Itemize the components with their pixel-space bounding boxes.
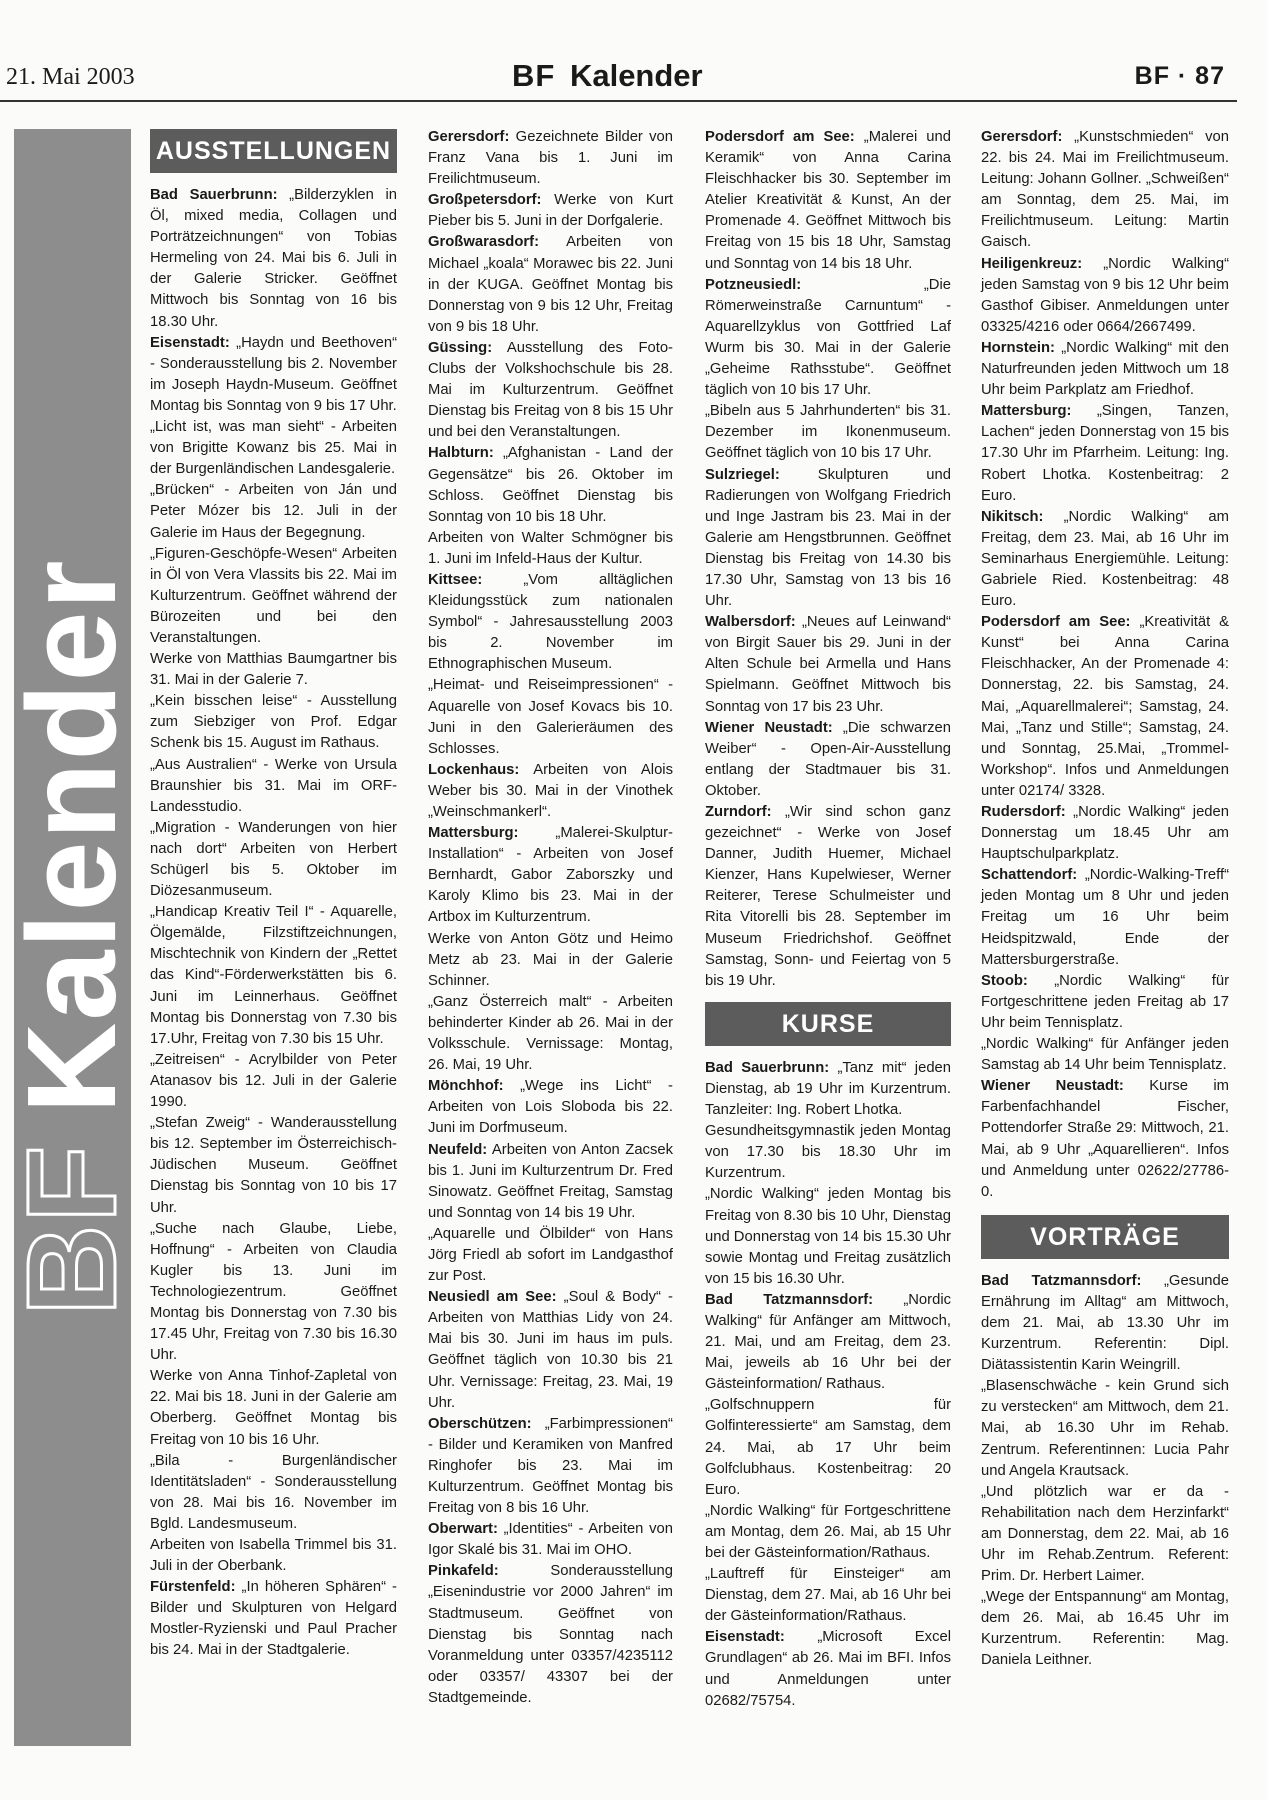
entry-text: „Heimat- und Reiseimpressionen“ - Aquarelle von Josef Kovacs bis 10. Juni in den Galerieräumen des Schlosses. (428, 677, 673, 757)
calendar-entry (981, 802, 1229, 865)
entry-text: „Wir sind schon ganz gezeichnet“ - Werke von Josef Danner, Judith Huemer, Michael Kienzer, Hans Kupelwieser, Werner Reiterer, Terese Schulmeister und Rita Vitorelli bis 28. September im Museum Friedrichshof. Geöffnet Samstag, Sonn- und Feiertag von 5 bis 19 Uhr. (705, 804, 951, 989)
section-heading-ausstellungen: AUSSTELLUNGEN (150, 129, 397, 173)
column-1 (150, 127, 397, 1662)
entry-place: Podersdorf am See: (981, 614, 1131, 631)
entry-place: Schattendorf: (981, 867, 1078, 884)
entry-text: „Wege der Entspannung“ am Montag, dem 26. Mai, ab 16.45 Uhr im Kurzentrum. Referentin: Mag. Daniela Leithner. (981, 1589, 1229, 1669)
entry-place: Sulzriegel: (705, 466, 780, 483)
column-3 (705, 127, 951, 1712)
calendar-entry (705, 1184, 951, 1289)
calendar-entry (981, 1482, 1229, 1587)
section-heading-vortraege: VORTRÄGE (981, 1215, 1229, 1259)
entry-text: Werke von Anna Tinhof-Zapletal von 22. Mai bis 18. Juni in der Galerie am Oberberg. Geöffnet Montag bis Freitag von 10 bis 16 Uhr. (150, 1368, 397, 1448)
entry-text: „Nordic Walking“ am Freitag, dem 23. Mai, ab 16 Uhr im Seminarhaus Energiemühle. Leitung: Gabriele Ried. Kostenbeitrag: 48 Euro. (981, 508, 1229, 610)
entry-text: „Die schwarzen Weiber“ - Open-Air-Ausstellung entlang der Stadtmauer bis 31. Oktober. (705, 719, 951, 799)
calendar-entry (981, 401, 1229, 506)
calendar-entry (150, 417, 397, 480)
entry-text: Arbeiten von Michael „koala“ Morawec bis 22. Juni in der KUGA. Geöffnet Montag bis Donnerstag von 9 bis 12 Uhr, Freitag von 9 bis 18 Uhr. (428, 234, 673, 335)
calendar-entry (428, 1076, 673, 1139)
entry-place: Oberschützen: (428, 1415, 532, 1432)
entry-text: „Singen, Tanzen, Lachen“ jeden Donnerstag von 15 bis 17.30 Uhr im Pfarrheim. Leitung: Ing. Robert Lhotka. Kostenbeitrag: 2 Euro. (981, 403, 1229, 504)
entry-text: „Nordic Walking“ für Anfänger jeden Samstag ab 14 Uhr beim Tennisplatz. (981, 1036, 1229, 1074)
page-title (512, 58, 703, 94)
entry-text: „Soul & Body“ - Arbeiten von Matthias Lidy von 24. Mai bis 30. Juni im haus im puls. Geöffnet täglich von 10.30 bis 21 Uhr. Vernissage: Freitag, 23. Mai, 19 Uhr. (428, 1289, 673, 1411)
entry-text: Arbeiten von Alois Weber bis 30. Mai in der Vinothek „Weinschmankerl“. (428, 761, 673, 820)
entry-text: „Brücken“ - Arbeiten von Ján und Peter Mózer bis 12. Juli in der Galerie im Haus der Begegnung. (150, 482, 397, 541)
calendar-entry (428, 1519, 673, 1561)
entry-text: „Kreativität & Kunst“ bei Anna Carina Fleischhacker, An der Promenade 4: Donnerstag, 22. bis Samstag, 24. Mai, „Aquarellmalerei“; Samstag, 24. Mai, „Tanz und Stille“; Samstag, 24. und Sonntag, 25.Mai, „Trommel-Workshop“. Infos und Anmeldungen unter 02174/ 3328. (981, 614, 1230, 799)
entry-text: „Nordic Walking“ mit den Naturfreunden jeden Mittwoch um 18 Uhr beim Parkplatz am Friedhof. (981, 339, 1229, 399)
entry-text: „In höheren Sphären“ - Bilder und Skulpturen von Helgard Mostler-Ryzienski und Paul Pracher bis 24. Mai in der Stadtgalerie. (150, 1579, 397, 1659)
entry-place: Mattersburg: (981, 403, 1072, 420)
entry-text: Werke von Kurt Pieber bis 5. Juni in der Dorfgalerie. (428, 192, 673, 230)
calendar-entry (428, 528, 673, 570)
calendar-entry (150, 755, 397, 818)
entry-text: „Malerei und Keramik“ von Anna Carina Fleischhacker bis 30. September im Atelier Kreativität & Kunst, An der Promenade 4. Geöffnet Mittwoch bis Freitag von 15 bis 18 Uhr, Samstag und Sonntag von 14 bis 18 Uhr. (705, 129, 951, 272)
entry-place: Wiener Neustadt: (705, 719, 833, 736)
entry-text: „Nordic Walking“ jeden Montag bis Freitag von 8.30 bis 10 Uhr, Dienstag und Donnerstag von 14 bis 15.30 Uhr sowie Montag und Freitag zusätzlich von 15 bis 16.30 Uhr. (705, 1186, 951, 1287)
calendar-entry (981, 127, 1229, 254)
entry-place: Nikitsch: (981, 508, 1044, 525)
entry-text: „Bila - Burgenländischer Identitätsladen“ - Sonderausstellung von 28. Mai bis 16. November im Bgld. Landesmuseum. (150, 1452, 397, 1532)
calendar-entry (981, 1076, 1229, 1203)
entry-place: Bad Sauerbrunn: (705, 1059, 830, 1076)
entry-text: Gesundheitsgymnastik jeden Montag von 17.30 bis 18.30 Uhr im Kurzentrum. (705, 1123, 951, 1182)
calendar-entry (428, 823, 673, 928)
calendar-entry (705, 1058, 951, 1121)
calendar-entry (150, 649, 397, 691)
calendar-entry (705, 401, 951, 464)
entry-text: Skulpturen und Radierungen von Wolfgang Friedrich und Inge Jastram bis 23. Mai in der Galerie am Hengstbrunnen. Geöffnet Dienstag bis Freitag von 14.30 bis 17.30 Uhr, Samstag von 13 bis 16 Uhr. (705, 466, 951, 610)
entry-text: „Zeitreisen“ - Acrylbilder von Peter Atanasov bis 12. Juli in der Galerie 1990. (150, 1051, 397, 1111)
entry-place: Stoob: (981, 972, 1028, 989)
entry-place: Zurndorf: (705, 804, 772, 820)
calendar-entry (428, 1140, 673, 1224)
entry-text: „Nordic Walking“ für Fortgeschrittene jeden Freitag ab 17 Uhr beim Tennisplatz. (981, 972, 1229, 1031)
entry-text: „Blasenschwäche - kein Grund sich zu verstecken“ am Mittwoch, dem 21. Mai, ab 16.30 Uhr im Rehab. Zentrum. Referentinnen: Lucia Pahr und Angela Krautsack. (981, 1378, 1229, 1479)
calendar-entry (150, 691, 397, 754)
entry-place: Podersdorf am See: (705, 129, 855, 145)
calendar-entry (705, 1395, 951, 1500)
entry-text: „Stefan Zweig“ - Wanderausstellung bis 12. September im Österreichisch-Jüdischen Museum. Geöffnet Dienstag bis Sonntag von 10 bis 17 Uhr. (150, 1115, 397, 1216)
entry-place: Güssing: (428, 339, 493, 356)
entry-place: Neufeld: (428, 1141, 488, 1158)
entry-text: Werke von Matthias Baumgartner bis 31. Mai in der Galerie 7. (150, 651, 397, 689)
entries-list (981, 1271, 1229, 1672)
calendar-entry (428, 232, 673, 337)
entry-text: „Afghanistan - Land der Gegensätze“ bis 26. Oktober im Schloss. Geöffnet Dienstag bis Sonntag von 10 bis 18 Uhr. (428, 445, 673, 525)
entry-text: „Farbimpressionen“ - Bilder und Keramiken von Manfred Ringhofer bis 23. Mai im Kulturzentrum. Geöffnet Montag bis Freitag von 8 bis 16 Uhr. (428, 1415, 673, 1517)
entry-place: Mattersburg: (428, 825, 519, 842)
calendar-entry (981, 1587, 1229, 1671)
page-title-text: Kalender (569, 58, 703, 93)
entry-place: Hornstein: (981, 339, 1055, 356)
calendar-entry (428, 929, 673, 992)
calendar-entry (428, 190, 673, 232)
entry-text: Gezeichnete Bilder von Franz Vana bis 1. Juni im Freilichtmuseum. (428, 129, 673, 188)
entries-list (705, 127, 951, 992)
calendar-entry (150, 1535, 397, 1577)
entry-text: „Neues auf Leinwand“ von Birgit Sauer bis 29. Juni in der Alten Schule bei Armella und Hans Spielmann. Geöffnet Mittwoch bis Sonntag von 17 bis 23 Uhr. (705, 614, 951, 715)
calendar-entry (428, 443, 673, 527)
calendar-entry (981, 254, 1229, 338)
calendar-entry (428, 338, 673, 443)
calendar-entry (150, 1219, 397, 1367)
entry-text: „Malerei-Skulptur-Installation“ - Arbeiten von Josef Bernhardt, Gabor Zaborszky und Karoly Klimo bis 23. Mai in der Artbox im Kulturzentrum. (428, 825, 673, 926)
calendar-entry (981, 971, 1229, 1034)
calendar-entry (428, 1287, 673, 1414)
entry-text: Kurse im Farbenfachhandel Fischer, Pottendorfer Straße 29: Mittwoch, 21. Mai, ab 9 Uhr „Aquarellieren“. Infos und Anmeldung unter 02622/27786-0. (981, 1078, 1229, 1200)
entry-text: „Figuren-Geschöpfe-Wesen“ Arbeiten in Öl von Vera Vlassits bis 22. Mai im Kulturzentrum. Geöffnet während der Bürozeiten und bei den Veranstaltungen. (150, 545, 397, 646)
entry-text: „Nordic Walking“ jeden Samstag von 9 bis 12 Uhr beim Gasthof Gibiser. Anmeldungen unter 03325/4216 oder 0664/2667499. (981, 255, 1229, 335)
entry-text: „Nordic Walking“ für Anfänger am Mittwoch, 21. Mai, und am Freitag, dem 23. Mai, jeweils ab 16 Uhr bei der Gästeinformation/ Rathaus. (705, 1291, 951, 1393)
entries-list (150, 185, 397, 1662)
entry-text: Sonderausstellung „Eisenindustrie vor 2000 Jahren“ im Stadtmuseum. Geöffnet von Dienstag bis Sonntag nach Voranmeldung unter 03357/4235112 oder 03357/ 43307 bei der Stadtgemeinde. (428, 1563, 673, 1706)
entry-text: „Microsoft Excel Grundlagen“ ab 26. Mai im BFI. Infos und Anmeldungen unter 02682/75754. (705, 1629, 951, 1709)
calendar-entry (705, 612, 951, 717)
calendar-entry (150, 333, 397, 417)
vertical-banner (1, 129, 142, 1746)
entry-text: „Golfschnuppern für Golfinteressierte“ am Samstag, dem 24. Mai, ab 17 Uhr beim Golfclubhaus. Kostenbeitrag: 20 Euro. (705, 1397, 951, 1498)
entry-text: „Suche nach Glaube, Liebe, Hoffnung“ - Arbeiten von Claudia Kugler bis 13. Juni im Technologiezentrum. Geöffnet Montag bis Donnerstag von 7.30 bis 17.45 Uhr, Freitag von 7.30 bis 16.30 Uhr. (150, 1220, 397, 1364)
entry-text: „Und plötzlich war er da - Rehabilitation nach dem Herzinfarkt“ am Donnerstag, dem 22. Mai, ab 16 Uhr im Rehab.Zentrum. Referent: Prim. Dr. Herbert Laimer. (981, 1483, 1229, 1585)
calendar-entry (705, 127, 951, 275)
section-heading-kurse: KURSE (705, 1002, 951, 1046)
column-2 (428, 127, 673, 1709)
calendar-entry (981, 1034, 1229, 1076)
calendar-entry (981, 507, 1229, 612)
entry-text: „Aus Australien“ - Werke von Ursula Braunshier bis 31. Mai im ORF-Landesstudio. (150, 756, 397, 815)
calendar-entry (150, 902, 397, 1050)
page-number: BF · 87 (1134, 62, 1225, 90)
entry-place: Walbersdorf: (705, 614, 796, 631)
entry-text: „Handicap Kreativ Teil I“ - Aquarelle, Ölgemälde, Filzstiftzeichnungen, Mischtechnik von Kindern der „Rettet das Kind“-Förderwerkstätten bis 6. Juni im Leinnerhaus. Geöffnet Montag bis Donnerstag von 7.30 bis 17.Uhr, Freitag von 7.30 bis 15 Uhr. (150, 904, 397, 1047)
entry-place: Kittsee: (428, 571, 483, 588)
calendar-entry (705, 1290, 951, 1395)
entries-list (428, 127, 673, 1709)
calendar-entry (150, 480, 397, 543)
entry-text: „Kein bisschen leise“ - Ausstellung zum Siebziger von Prof. Edgar Schenk bis 15. August im Rathaus. (150, 693, 397, 752)
calendar-entry (428, 760, 673, 823)
calendar-entry (150, 185, 397, 333)
entry-text: „Haydn und Beethoven“ - Sonderausstellung bis 2. November im Joseph Haydn-Museum. Geöffnet Montag bis Sonntag von 9 bis 17 Uhr. (150, 334, 397, 414)
entry-place: Bad Tatzmannsdorf: (705, 1291, 874, 1308)
calendar-entry (150, 1577, 397, 1661)
entry-text: „Gesunde Ernährung im Alltag“ am Mittwoch, dem 21. Mai, ab 13.30 Uhr im Kurzentrum. Referentin: Dipl. Diätassistentin Karin Weingrill. (981, 1272, 1229, 1374)
entry-place: Bad Sauerbrunn: (150, 187, 278, 203)
calendar-entry (428, 675, 673, 759)
entry-text: „Tanz mit“ jeden Dienstag, ab 19 Uhr im Kurzentrum. Tanzleiter: Ing. Robert Lhotka. (705, 1059, 952, 1119)
entry-text: Arbeiten von Anton Zacsek bis 1. Juni im Kulturzentrum Dr. Fred Sinowatz. Geöffnet Freitag, Samstag und Sonntag von 14 bis 19 Uhr. (428, 1141, 673, 1221)
column-4 (981, 127, 1229, 1672)
banner-bf-logo: BF (1, 1143, 142, 1316)
calendar-entry (705, 1564, 951, 1627)
header-divider (0, 100, 1237, 102)
entries-list (705, 1058, 951, 1712)
calendar-entry (428, 1561, 673, 1709)
entry-place: Rudersdorf: (981, 804, 1066, 820)
entry-place: Großpetersdorf: (428, 192, 542, 209)
banner-word: Kalender (1, 558, 142, 1114)
entry-place: Bad Tatzmannsdorf: (981, 1272, 1142, 1289)
entry-place: Neusiedl am See: (428, 1289, 557, 1306)
calendar-entry (981, 865, 1229, 970)
entry-text: Arbeiten von Isabella Trimmel bis 31. Juli in der Oberbank. (150, 1537, 397, 1575)
entry-place: Gerersdorf: (428, 129, 510, 145)
entry-place: Großwarasdorf: (428, 234, 539, 251)
entry-place: Mönchhof: (428, 1078, 504, 1095)
entry-place: Halbturn: (428, 445, 494, 462)
calendar-entry (981, 338, 1229, 401)
calendar-entry (428, 570, 673, 675)
entry-place: Eisenstadt: (150, 334, 230, 351)
calendar-entry (981, 612, 1229, 802)
calendar-entry (705, 465, 951, 613)
entry-text: „Wege ins Licht“ - Arbeiten von Lois Sloboda bis 22. Juni im Dorfmuseum. (428, 1078, 673, 1137)
banner-text (1, 157, 142, 1717)
entry-place: Heiligenkreuz: (981, 255, 1083, 272)
entry-text: „Nordic Walking“ jeden Donnerstag um 18.45 Uhr am Hauptschulparkplatz. (981, 804, 1229, 863)
issue-date: 21. Mai 2003 (6, 64, 135, 90)
calendar-entry (705, 718, 951, 802)
calendar-entry (981, 1271, 1229, 1376)
entry-text: „Licht ist, was man sieht“ - Arbeiten von Brigitte Kowanz bis 25. Mai in der Burgenländischen Landesgalerie. (150, 419, 397, 478)
calendar-entry (150, 1113, 397, 1218)
entry-text: „Nordic Walking“ für Fortgeschrittene am Montag, dem 26. Mai, ab 15 Uhr bei der Gästeinformation/Rathaus. (705, 1502, 951, 1561)
calendar-entry (150, 1366, 397, 1450)
entry-place: Potzneusiedl: (705, 276, 802, 293)
calendar-entry (705, 275, 951, 402)
calendar-entry (428, 1414, 673, 1519)
calendar-entry (150, 1451, 397, 1535)
calendar-entry (428, 992, 673, 1076)
calendar-entry (428, 1224, 673, 1287)
entry-text: „Vom alltäglichen Kleidungsstück zum nationalen Symbol“ - Jahresausstellung 2003 bis 2. November im Ethnographischen Museum. (428, 571, 673, 673)
calendar-entry (705, 1121, 951, 1184)
bf-logo-text: BF (512, 58, 556, 93)
calendar-entry (705, 802, 951, 992)
calendar-entry (150, 544, 397, 649)
calendar-entry (981, 1376, 1229, 1481)
entry-place: Fürstenfeld: (150, 1579, 236, 1596)
calendar-entry (150, 1050, 397, 1113)
entry-text: Werke von Anton Götz und Heimo Metz ab 23. Mai in der Galerie Schinner. (428, 930, 673, 989)
entry-place: Lockenhaus: (428, 761, 520, 778)
entry-place: Oberwart: (428, 1521, 498, 1538)
entry-place: Wiener Neustadt: (981, 1078, 1124, 1095)
entry-text: Ausstellung des Foto-Clubs der Volkshochschule bis 28. Mai im Kulturzentrum. Geöffnet Dienstag bis Freitag von 8 bis 15 Uhr und bei den Veranstaltungen. (428, 339, 673, 441)
calendar-entry (705, 1627, 951, 1711)
calendar-entry (705, 1501, 951, 1564)
entry-text: „Migration - Wanderungen von hier nach dort“ Arbeiten von Herbert Schügerl bis 5. Oktober im Diözesanmuseum. (150, 819, 397, 900)
entry-text: „Ganz Österreich malt“ - Arbeiten behinderter Kinder ab 26. Mai in der Volksschule. Vernissage: Montag, 26. Mai, 19 Uhr. (428, 993, 673, 1074)
entry-text: „Nordic-Walking-Treff“ jeden Montag um 8 Uhr und jeden Freitag um 16 Uhr beim Heidspitzwald, Ende der Mattersburgerstraße. (981, 867, 1229, 968)
entry-text: „Aquarelle und Ölbilder“ von Hans Jörg Friedl ab sofort im Landgasthof zur Post. (428, 1225, 673, 1285)
entries-list (981, 127, 1229, 1203)
entry-text: „Bibeln aus 5 Jahrhunderten“ bis 31. Dezember im Ikonenmuseum. Geöffnet täglich von 10 bis 17 Uhr. (705, 403, 951, 462)
entry-text: „Identities“ - Arbeiten von Igor Skalé bis 31. Mai im OHO. (428, 1521, 673, 1559)
calendar-entry (150, 818, 397, 902)
entry-text: „Kunstschmieden“ von 22. bis 24. Mai im Freilichtmuseum. Leitung: Johann Gollner. „Schweißen“ am Sonntag, dem 25. Mai, im Freilichtmuseum. Leitung: Martin Gaisch. (981, 129, 1229, 251)
entry-text: Arbeiten von Walter Schmögner bis 1. Juni im Infeld-Haus der Kultur. (428, 529, 673, 567)
entry-place: Eisenstadt: (705, 1629, 785, 1646)
entry-text: „Lauftreff für Einsteiger“ am Dienstag, dem 27. Mai, ab 16 Uhr bei der Gästeinformation/Rathaus. (705, 1566, 951, 1625)
entry-place: Pinkafeld: (428, 1563, 499, 1580)
calendar-entry (428, 127, 673, 190)
entry-text: „Die Römerweinstraße Carnuntum“ - Aquarellzyklus von Gottfried Laf Wurm bis 30. Mai in der Galerie „Geheime Rathsstube“. Geöffnet täglich von 10 bis 17 Uhr. (705, 276, 951, 399)
entry-place: Gerersdorf: (981, 129, 1063, 145)
entry-text: „Bilderzyklen in Öl, mixed media, Collagen und Porträtzeichnungen“ von Tobias Hermeling von 24. Mai bis 6. Juli in der Galerie Stricker. Geöffnet Mittwoch bis Sonntag von 16 bis 18.30 Uhr. (150, 187, 397, 330)
